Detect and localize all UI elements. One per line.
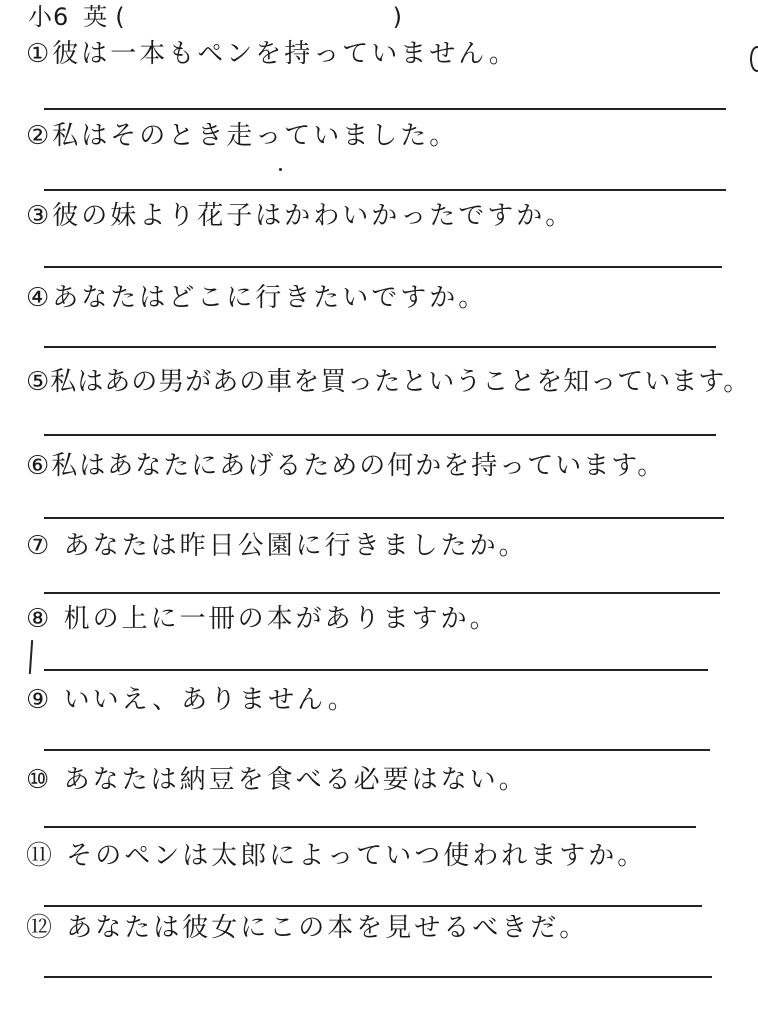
question-text: ⑦ あなたは昨日公園に行きましたか。	[26, 531, 528, 561]
answer-line-2[interactable]	[44, 189, 726, 191]
question-2	[26, 120, 740, 152]
answer-line-9[interactable]	[44, 749, 710, 751]
question-12	[26, 912, 740, 944]
stray-dot	[279, 168, 282, 171]
question-text: ③彼の妹より花子はかわいかったですか。	[26, 201, 575, 231]
question-8	[26, 603, 740, 635]
question-3	[26, 200, 740, 232]
grade-label: 小6	[28, 3, 70, 31]
question-text: ⑧ 机の上に一冊の本がありますか。	[26, 604, 499, 634]
margin-mark	[29, 640, 33, 674]
question-text: ⑩ あなたは納豆を食べる必要はない。	[26, 765, 528, 795]
answer-line-11[interactable]	[44, 905, 702, 907]
question-text: ⑨ いいえ、ありません。	[26, 685, 357, 715]
subject-label: 英	[83, 3, 108, 31]
question-7	[26, 530, 740, 562]
question-text: ①彼は一本もペンを持っていません。	[26, 39, 518, 69]
question-5	[26, 366, 751, 398]
answer-line-3[interactable]	[44, 266, 722, 268]
question-1	[26, 38, 740, 70]
answer-line-10[interactable]	[44, 826, 696, 828]
question-9	[26, 684, 740, 716]
name-paren-open: (	[115, 3, 125, 31]
question-text: ⑥私はあなたにあげるための何かを持っています。	[26, 451, 666, 481]
question-6	[26, 450, 740, 482]
question-text: ②私はそのとき走っていました。	[26, 121, 459, 151]
answer-line-1[interactable]	[44, 108, 726, 110]
question-10	[26, 764, 740, 796]
question-text: ⑫ あなたは彼女にこの本を見せるべきだ。	[26, 913, 589, 943]
question-text: ④あなたはどこに行きたいですか。	[26, 283, 488, 313]
question-text: ⑤私はあの男があの車を買ったということを知っています。	[26, 367, 751, 397]
name-paren-close: )	[392, 3, 403, 31]
answer-line-6[interactable]	[44, 517, 724, 519]
answer-line-5[interactable]	[44, 434, 716, 436]
worksheet-header	[28, 2, 402, 32]
question-11	[26, 840, 740, 872]
answer-line-7[interactable]	[44, 592, 720, 594]
answer-line-8[interactable]	[44, 669, 708, 671]
question-4	[26, 282, 740, 314]
question-text: ⑪ そのペンは太郎によっていつ使われますか。	[26, 841, 647, 871]
edge-mark	[750, 46, 758, 72]
answer-line-4[interactable]	[44, 346, 716, 348]
answer-line-12[interactable]	[44, 976, 712, 978]
